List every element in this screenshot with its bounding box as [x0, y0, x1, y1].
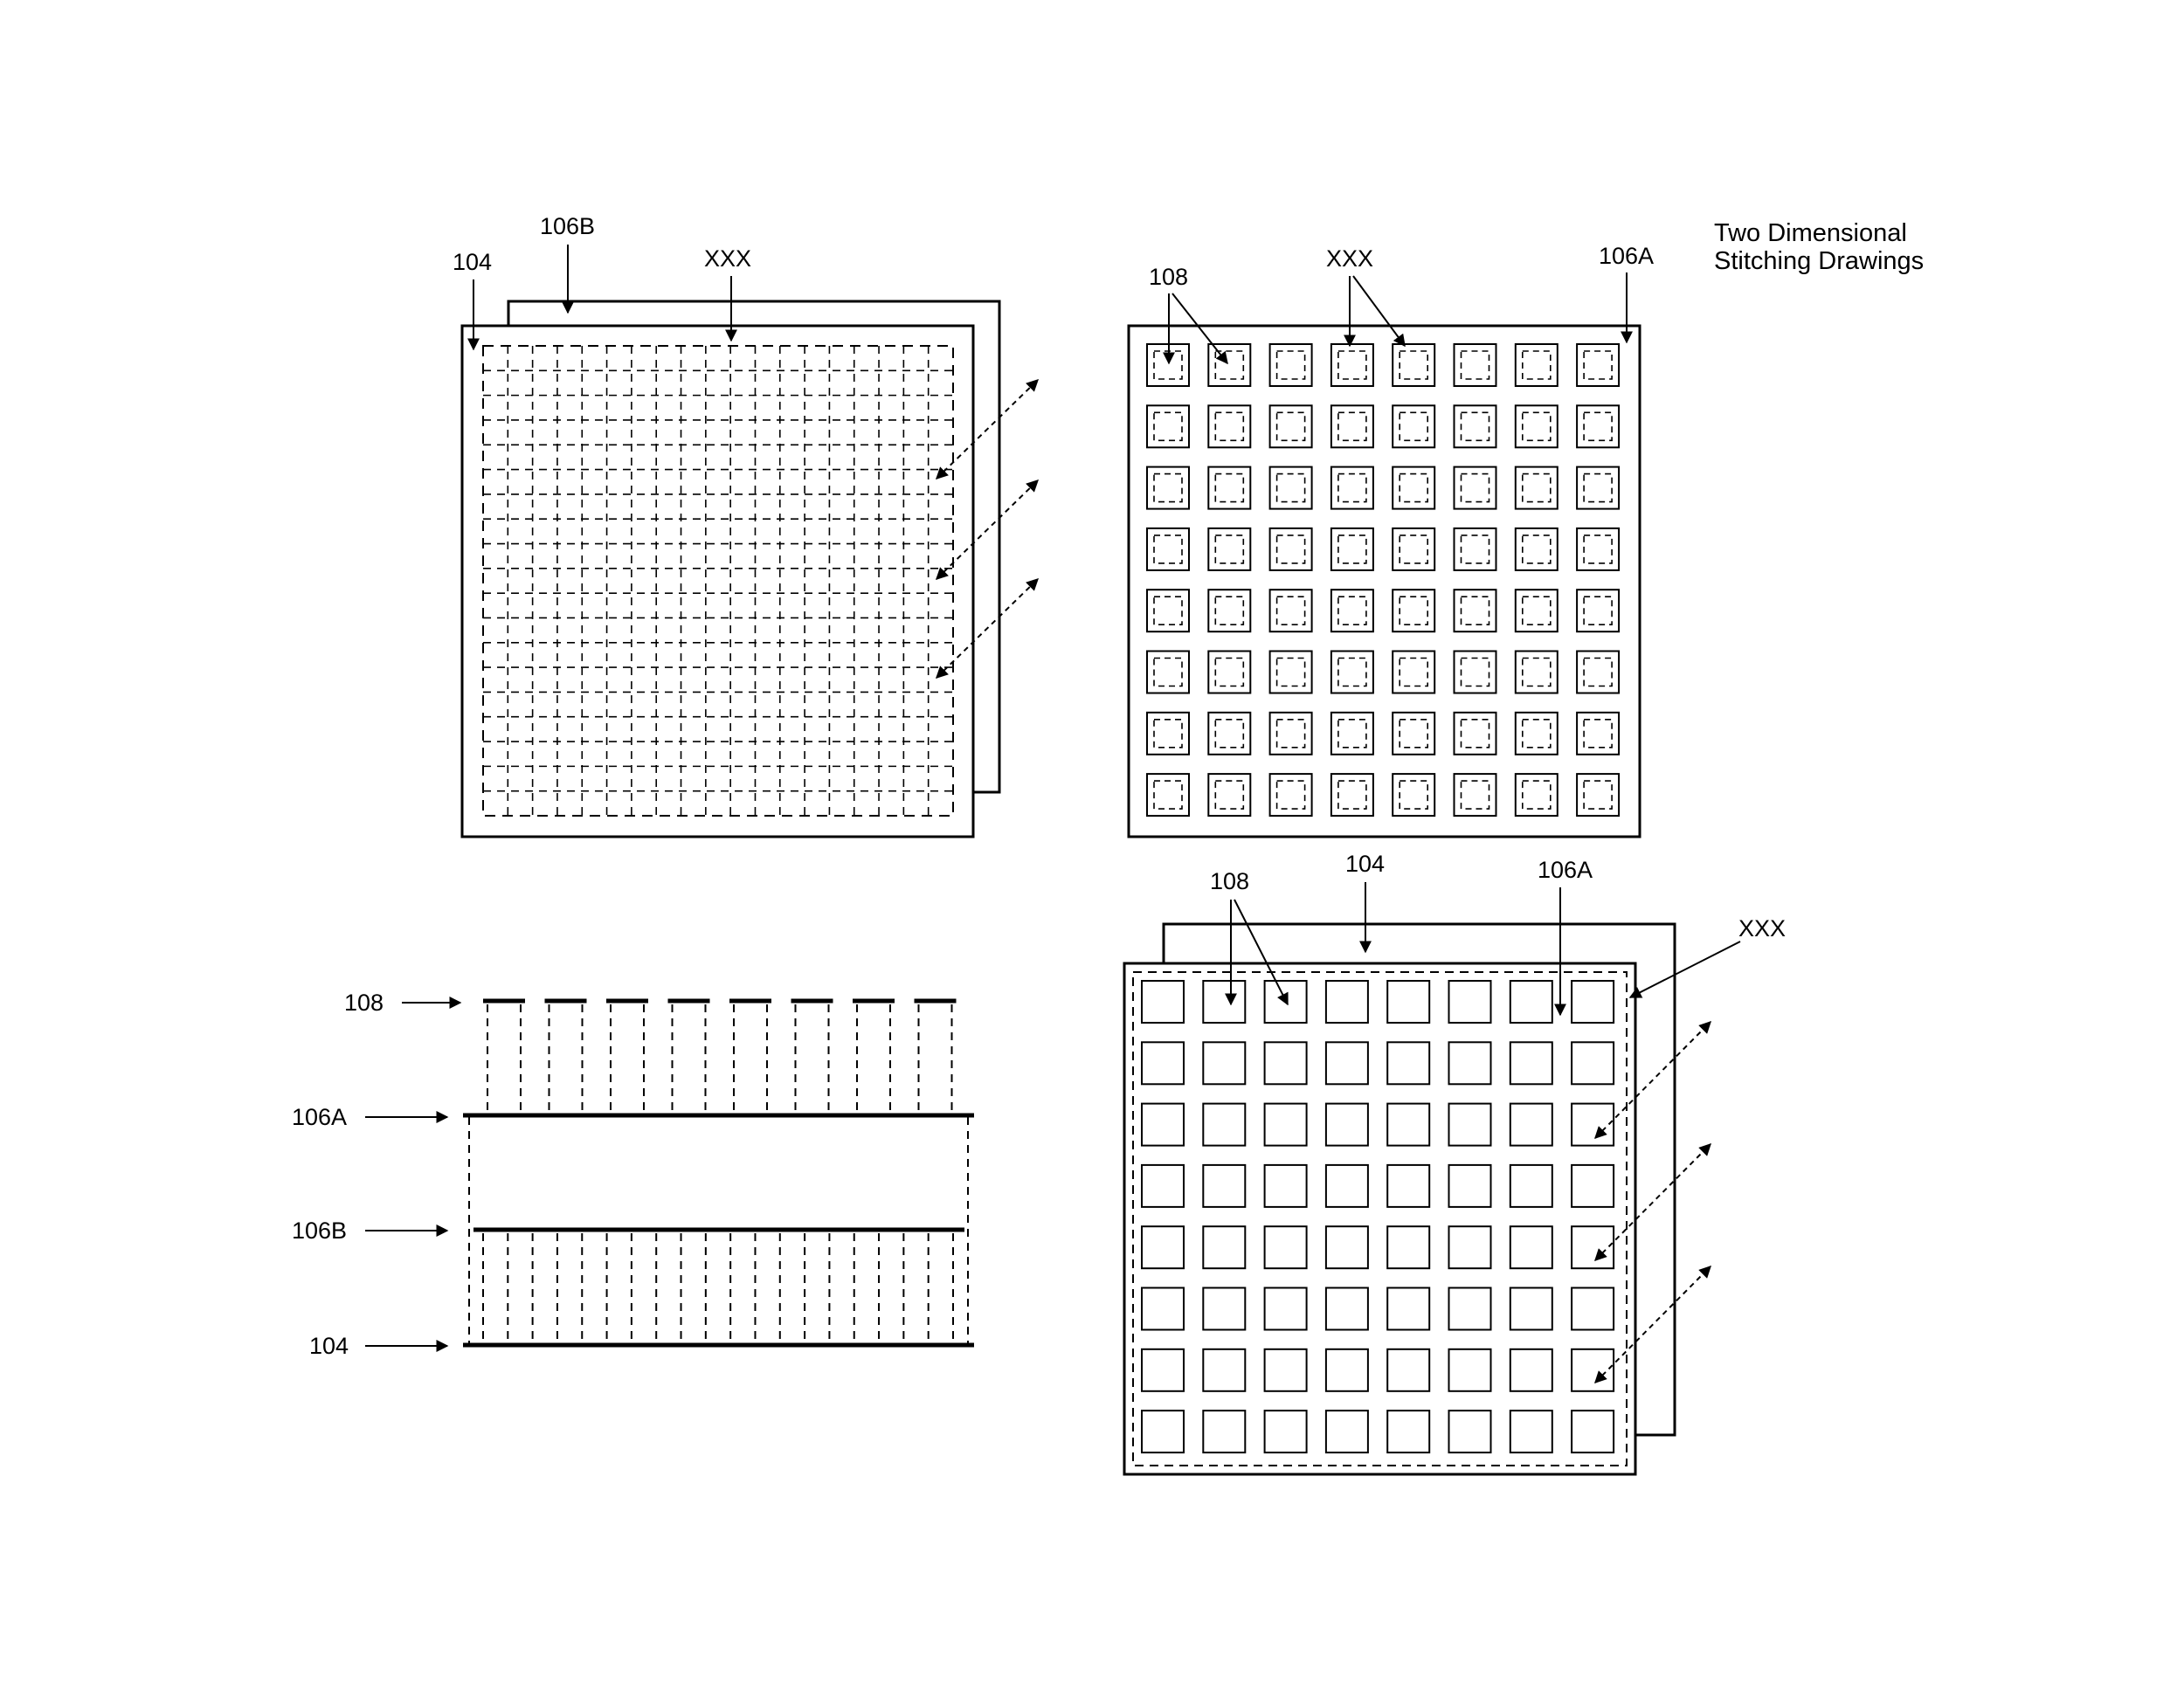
panel-c-upper-pillars — [487, 1004, 952, 1114]
panel-d-pad — [1510, 1042, 1552, 1084]
panel-d-pad — [1142, 1288, 1184, 1330]
panel-d-pad — [1510, 1411, 1552, 1452]
panel-d-pad — [1265, 1042, 1307, 1084]
panel-d-pad — [1387, 981, 1429, 1023]
panel-d-label-xxx: XXX — [1738, 915, 1787, 942]
panel-d-pad — [1572, 981, 1614, 1023]
panel-d-pad — [1265, 1104, 1307, 1146]
panel-d-pad — [1449, 1226, 1491, 1268]
panel-d-pad — [1449, 1042, 1491, 1084]
panel-d-pad — [1326, 1226, 1368, 1268]
panel-d-label-108: 108 — [1210, 868, 1250, 894]
panel-d-pad — [1572, 1349, 1614, 1391]
panel-a-label-104: 104 — [453, 249, 493, 275]
panel-d-pad — [1203, 1104, 1245, 1146]
panel-d-pad — [1326, 981, 1368, 1023]
panel-d-pad — [1203, 1349, 1245, 1391]
panel-d-pad — [1449, 1411, 1491, 1452]
panel-d-pad — [1510, 1349, 1552, 1391]
panel-d-pad — [1142, 981, 1184, 1023]
panel-d-pad — [1510, 1288, 1552, 1330]
panel-d-pad — [1449, 1165, 1491, 1207]
panel-d-pad — [1142, 1165, 1184, 1207]
panel-d-pad — [1387, 1165, 1429, 1207]
panel-d-pad — [1326, 1288, 1368, 1330]
panel-d-pad — [1203, 981, 1245, 1023]
panel-c-cross-section — [292, 990, 974, 1359]
panel-c-label-106b: 106B — [292, 1218, 348, 1244]
panel-d-pad — [1387, 1104, 1429, 1146]
panel-b-label-106a: 106A — [1599, 243, 1655, 269]
panel-d-label-104: 104 — [1345, 851, 1386, 877]
panel-d-pad — [1142, 1226, 1184, 1268]
panel-d-pad — [1142, 1104, 1184, 1146]
panel-b-label-108: 108 — [1149, 264, 1189, 290]
panel-d-pad — [1326, 1104, 1368, 1146]
panel-d-pad — [1387, 1042, 1429, 1084]
panel-d-pad — [1326, 1349, 1368, 1391]
panel-d-pad — [1387, 1226, 1429, 1268]
panel-d-pad — [1510, 981, 1552, 1023]
figure-title-line-2: Stitching Drawings — [1714, 247, 1925, 275]
panel-d-pad — [1449, 1349, 1491, 1391]
panel-d-pad — [1510, 1104, 1552, 1146]
panel-d-pad — [1510, 1165, 1552, 1207]
panel-d-pad — [1449, 1104, 1491, 1146]
panel-d-pad — [1510, 1226, 1552, 1268]
panel-b-label-xxx: XXX — [1326, 245, 1374, 272]
panel-d-pad — [1387, 1411, 1429, 1452]
panel-d-pad — [1572, 1288, 1614, 1330]
panel-d-pad — [1265, 1411, 1307, 1452]
panel-d-pad — [1203, 1226, 1245, 1268]
panel-b-pad-array-top-view — [1129, 243, 1654, 837]
panel-d-front-layer-106a — [1124, 963, 1635, 1474]
panel-c-label-108: 108 — [344, 990, 384, 1016]
panel-d-label-106a: 106A — [1538, 857, 1593, 883]
panel-d-pad — [1203, 1288, 1245, 1330]
panel-d-pad — [1326, 1165, 1368, 1207]
panel-d-pad — [1265, 1288, 1307, 1330]
panel-d-pad — [1265, 1165, 1307, 1207]
panel-b-outer-frame-106a — [1129, 326, 1640, 837]
panel-a-stacked-grid — [453, 213, 1038, 837]
panel-d-pad — [1326, 1411, 1368, 1452]
panel-d-pad — [1203, 1165, 1245, 1207]
panel-c-lower-pillars — [483, 1233, 953, 1343]
panel-d-pad — [1203, 1411, 1245, 1452]
panel-d-pad — [1449, 981, 1491, 1023]
panel-d-pad — [1449, 1288, 1491, 1330]
panel-c-label-106a: 106A — [292, 1104, 348, 1130]
panel-d-pad — [1142, 1411, 1184, 1452]
panel-d-pad — [1572, 1042, 1614, 1084]
panel-d-pad — [1387, 1349, 1429, 1391]
panel-d-pad — [1572, 1226, 1614, 1268]
panel-c-label-104: 104 — [309, 1333, 349, 1359]
panel-d-pad — [1387, 1288, 1429, 1330]
panel-d-stacked-pad-array — [1124, 851, 1786, 1474]
panel-a-label-106b: 106B — [540, 213, 596, 239]
panel-d-pad — [1265, 1226, 1307, 1268]
panel-a-front-layer-104 — [462, 326, 973, 837]
panel-d-pad — [1326, 1042, 1368, 1084]
panel-d-pad — [1572, 1411, 1614, 1452]
panel-d-pad — [1203, 1042, 1245, 1084]
panel-d-pad — [1572, 1165, 1614, 1207]
panel-d-pad — [1265, 1349, 1307, 1391]
panel-d-pad — [1572, 1104, 1614, 1146]
panel-d-pad — [1142, 1042, 1184, 1084]
figure-title-line-1: Two Dimensional — [1714, 219, 1907, 247]
panel-a-label-xxx: XXX — [704, 245, 752, 272]
panel-d-pad — [1142, 1349, 1184, 1391]
